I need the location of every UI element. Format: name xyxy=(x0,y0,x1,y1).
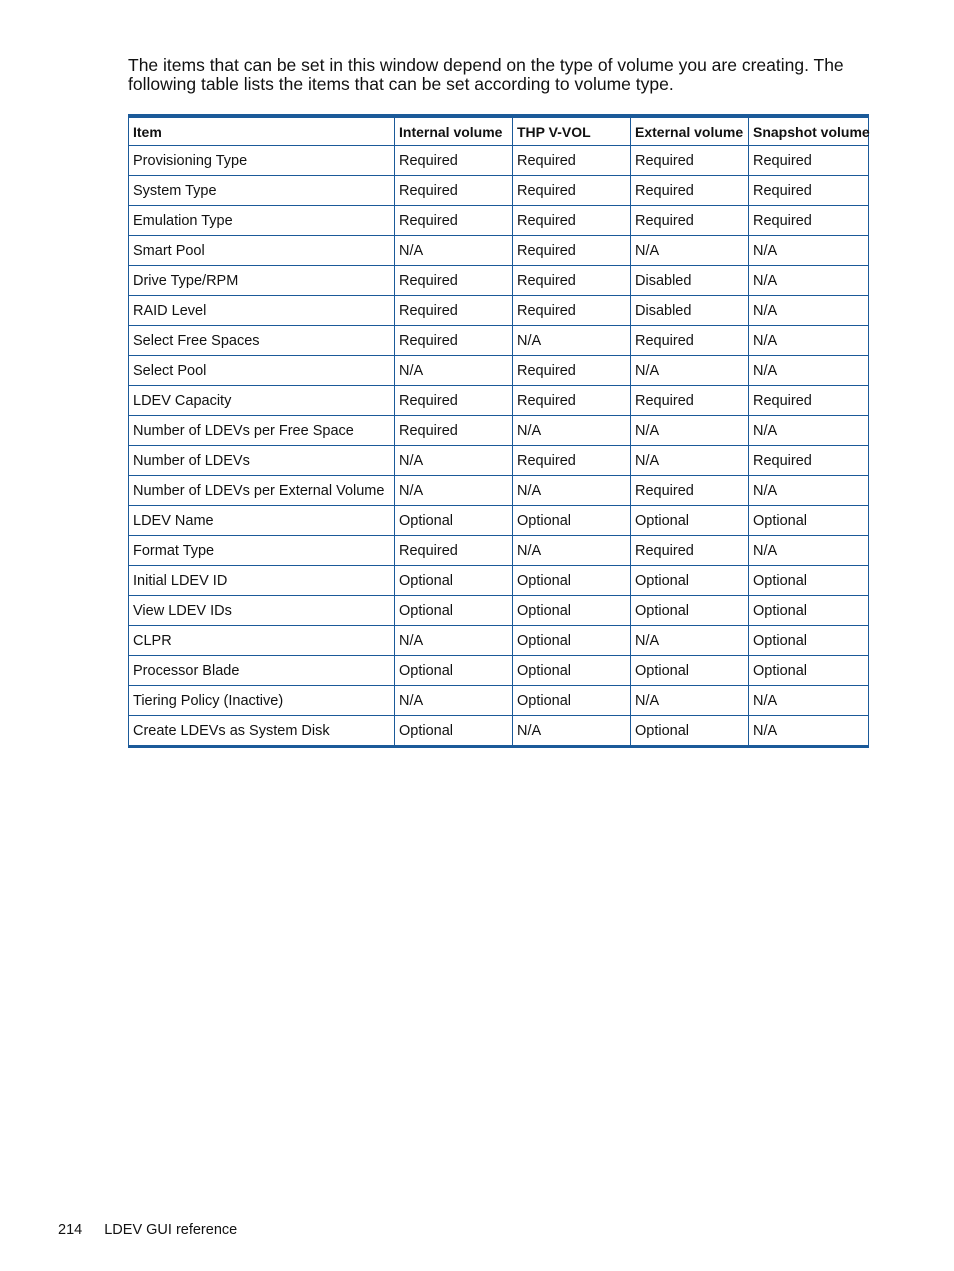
cell-external-volume: Optional xyxy=(631,656,749,686)
cell-external-volume: Disabled xyxy=(631,296,749,326)
cell-external-volume: Required xyxy=(631,536,749,566)
cell-external-volume: N/A xyxy=(631,626,749,656)
cell-snapshot-volume: Required xyxy=(749,206,869,236)
cell-snapshot-volume: Required xyxy=(749,176,869,206)
cell-item: LDEV Name xyxy=(129,506,395,536)
cell-snapshot-volume: N/A xyxy=(749,356,869,386)
cell-snapshot-volume: Optional xyxy=(749,566,869,596)
cell-thp-vvol: N/A xyxy=(513,326,631,356)
table-row xyxy=(129,686,869,716)
cell-thp-vvol: Optional xyxy=(513,656,631,686)
cell-internal-volume: N/A xyxy=(395,476,513,506)
table-row xyxy=(129,266,869,296)
cell-internal-volume: Optional xyxy=(395,566,513,596)
cell-snapshot-volume: Optional xyxy=(749,656,869,686)
table-row xyxy=(129,506,869,536)
table-row xyxy=(129,146,869,176)
page-number: 214 xyxy=(58,1222,83,1238)
cell-external-volume: Required xyxy=(631,386,749,416)
cell-snapshot-volume: N/A xyxy=(749,716,869,747)
table-row xyxy=(129,296,869,326)
cell-item: System Type xyxy=(129,176,395,206)
table-row xyxy=(129,236,869,266)
cell-item: Initial LDEV ID xyxy=(129,566,395,596)
cell-thp-vvol: Required xyxy=(513,356,631,386)
cell-snapshot-volume: N/A xyxy=(749,266,869,296)
table-row xyxy=(129,206,869,236)
column-header-thp-vvol: THP V-VOL xyxy=(513,116,631,146)
cell-thp-vvol: Optional xyxy=(513,686,631,716)
cell-snapshot-volume: N/A xyxy=(749,236,869,266)
cell-thp-vvol: Required xyxy=(513,266,631,296)
intro-line-2: following table lists the items that can be set according to volume type. xyxy=(128,74,674,94)
table-row xyxy=(129,596,869,626)
cell-external-volume: Required xyxy=(631,176,749,206)
table-row xyxy=(129,416,869,446)
column-header-snapshot-volume: Snapshot volume xyxy=(749,116,869,146)
table-body xyxy=(129,146,869,747)
cell-item: Number of LDEVs per External Volume xyxy=(129,476,395,506)
cell-external-volume: Required xyxy=(631,326,749,356)
cell-internal-volume: Required xyxy=(395,176,513,206)
cell-item: RAID Level xyxy=(129,296,395,326)
cell-internal-volume: N/A xyxy=(395,686,513,716)
cell-external-volume: Optional xyxy=(631,566,749,596)
cell-thp-vvol: Optional xyxy=(513,626,631,656)
cell-item: Select Free Spaces xyxy=(129,326,395,356)
table-row xyxy=(129,356,869,386)
cell-item: View LDEV IDs xyxy=(129,596,395,626)
page-footer xyxy=(58,1222,237,1238)
cell-internal-volume: N/A xyxy=(395,356,513,386)
cell-item: Smart Pool xyxy=(129,236,395,266)
table-row xyxy=(129,536,869,566)
cell-snapshot-volume: N/A xyxy=(749,326,869,356)
cell-external-volume: Required xyxy=(631,206,749,236)
table-row xyxy=(129,176,869,206)
cell-thp-vvol: Required xyxy=(513,206,631,236)
cell-snapshot-volume: Optional xyxy=(749,596,869,626)
intro-line-1: The items that can be set in this window depend on the type of volume you are creating. The xyxy=(128,55,844,75)
cell-external-volume: N/A xyxy=(631,236,749,266)
cell-thp-vvol: Required xyxy=(513,236,631,266)
table-row xyxy=(129,476,869,506)
cell-item: Tiering Policy (Inactive) xyxy=(129,686,395,716)
table-row xyxy=(129,716,869,747)
cell-thp-vvol: N/A xyxy=(513,716,631,747)
cell-internal-volume: Required xyxy=(395,146,513,176)
cell-item: Number of LDEVs xyxy=(129,446,395,476)
cell-thp-vvol: N/A xyxy=(513,476,631,506)
cell-snapshot-volume: Required xyxy=(749,446,869,476)
cell-external-volume: N/A xyxy=(631,416,749,446)
cell-snapshot-volume: Required xyxy=(749,386,869,416)
cell-internal-volume: Optional xyxy=(395,716,513,747)
volume-settings-table xyxy=(128,114,869,748)
footer-section-title: LDEV GUI reference xyxy=(104,1222,238,1238)
cell-thp-vvol: Optional xyxy=(513,566,631,596)
cell-internal-volume: Optional xyxy=(395,596,513,626)
cell-external-volume: Optional xyxy=(631,596,749,626)
cell-external-volume: N/A xyxy=(631,446,749,476)
cell-item: Number of LDEVs per Free Space xyxy=(129,416,395,446)
cell-internal-volume: Required xyxy=(395,296,513,326)
cell-item: Select Pool xyxy=(129,356,395,386)
cell-internal-volume: Optional xyxy=(395,506,513,536)
cell-thp-vvol: Required xyxy=(513,296,631,326)
cell-item: Provisioning Type xyxy=(129,146,395,176)
cell-thp-vvol: Required xyxy=(513,386,631,416)
table-row xyxy=(129,656,869,686)
cell-item: Format Type xyxy=(129,536,395,566)
table-header-row xyxy=(129,116,869,146)
cell-snapshot-volume: N/A xyxy=(749,416,869,446)
cell-internal-volume: N/A xyxy=(395,446,513,476)
cell-internal-volume: Required xyxy=(395,266,513,296)
cell-internal-volume: Optional xyxy=(395,656,513,686)
cell-internal-volume: Required xyxy=(395,536,513,566)
column-header-item: Item xyxy=(129,116,395,146)
cell-internal-volume: Required xyxy=(395,386,513,416)
cell-external-volume: Optional xyxy=(631,716,749,747)
cell-item: Drive Type/RPM xyxy=(129,266,395,296)
cell-item: CLPR xyxy=(129,626,395,656)
cell-thp-vvol: N/A xyxy=(513,536,631,566)
table-row xyxy=(129,446,869,476)
cell-item: Processor Blade xyxy=(129,656,395,686)
cell-thp-vvol: Required xyxy=(513,446,631,476)
table-row xyxy=(129,386,869,416)
cell-external-volume: N/A xyxy=(631,356,749,386)
cell-snapshot-volume: N/A xyxy=(749,536,869,566)
column-header-external-volume: External volume xyxy=(631,116,749,146)
table-row xyxy=(129,566,869,596)
column-header-internal-volume: Internal volume xyxy=(395,116,513,146)
table-row xyxy=(129,626,869,656)
cell-thp-vvol: Optional xyxy=(513,596,631,626)
cell-external-volume: Required xyxy=(631,476,749,506)
cell-thp-vvol: Required xyxy=(513,176,631,206)
cell-external-volume: Optional xyxy=(631,506,749,536)
cell-snapshot-volume: Optional xyxy=(749,626,869,656)
cell-external-volume: Disabled xyxy=(631,266,749,296)
cell-snapshot-volume: N/A xyxy=(749,476,869,506)
cell-external-volume: Required xyxy=(631,146,749,176)
cell-snapshot-volume: N/A xyxy=(749,686,869,716)
cell-internal-volume: N/A xyxy=(395,236,513,266)
cell-thp-vvol: Optional xyxy=(513,506,631,536)
cell-item: Create LDEVs as System Disk xyxy=(129,716,395,747)
cell-thp-vvol: Required xyxy=(513,146,631,176)
cell-internal-volume: N/A xyxy=(395,626,513,656)
cell-external-volume: N/A xyxy=(631,686,749,716)
cell-snapshot-volume: Optional xyxy=(749,506,869,536)
cell-item: Emulation Type xyxy=(129,206,395,236)
cell-item: LDEV Capacity xyxy=(129,386,395,416)
cell-internal-volume: Required xyxy=(395,326,513,356)
cell-thp-vvol: N/A xyxy=(513,416,631,446)
cell-snapshot-volume: Required xyxy=(749,146,869,176)
intro-paragraph xyxy=(128,56,848,94)
cell-internal-volume: Required xyxy=(395,416,513,446)
table-row xyxy=(129,326,869,356)
cell-snapshot-volume: N/A xyxy=(749,296,869,326)
cell-internal-volume: Required xyxy=(395,206,513,236)
